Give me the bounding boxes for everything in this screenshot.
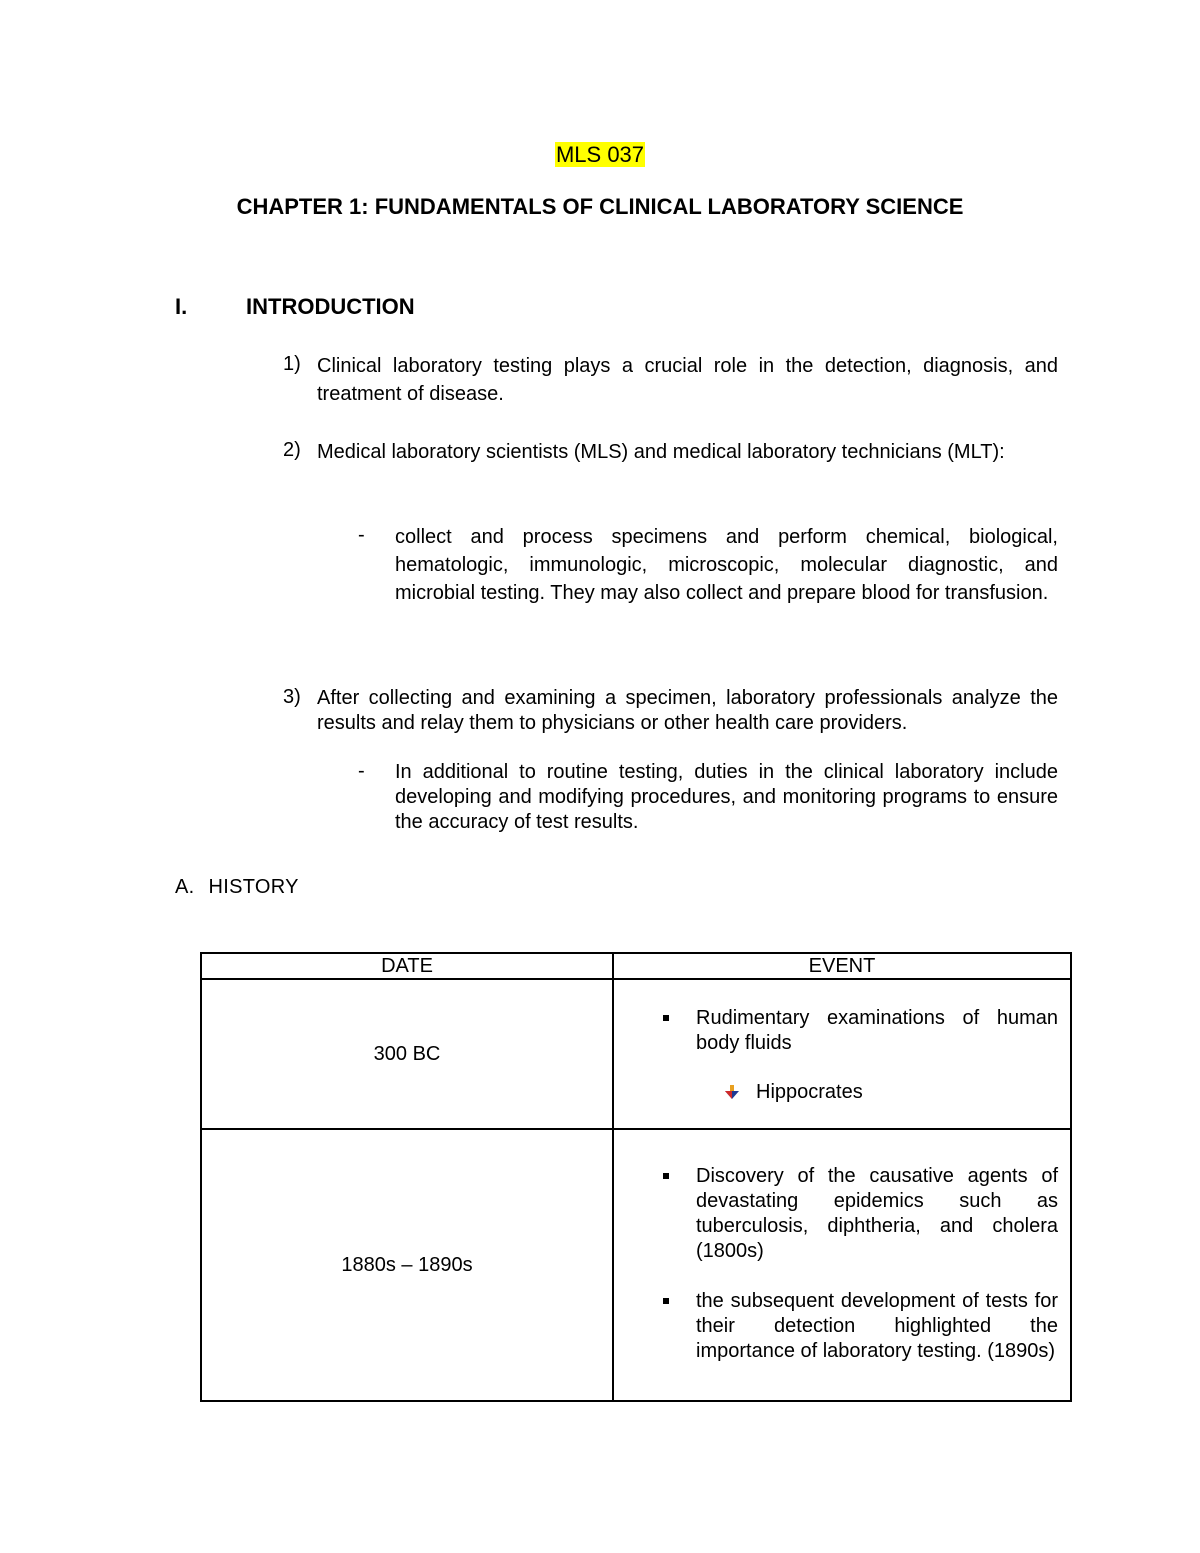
- event-text: Discovery of the causative agents of devastating epidemics such as tuberculosis, diphtheria, and cholera (1800s): [696, 1165, 1058, 1262]
- table-row: [201, 979, 1071, 1129]
- table-row: [201, 1129, 1071, 1401]
- event-bullet-item: [614, 1289, 1070, 1364]
- square-bullet-icon: [663, 1015, 669, 1021]
- table-header-row: [201, 953, 1071, 979]
- event-cell: [613, 979, 1071, 1129]
- sub-event-item: [614, 1080, 1070, 1105]
- item-number: 2): [283, 439, 301, 461]
- course-code-text: MLS 037: [555, 142, 645, 167]
- chapter-title: CHAPTER 1: FUNDAMENTALS OF CLINICAL LABORATORY SCIENCE: [236, 194, 964, 219]
- event-bullet-item: [614, 1006, 1070, 1056]
- square-bullet-icon: [663, 1173, 669, 1179]
- sub-item-text: collect and process specimens and perform chemical, biological, hematologic, immunologic, microscopic, molecular diagnostic, and microbial testing. They may also collect and prepare blood for transfusion.: [395, 526, 1058, 604]
- dash-bullet: -: [358, 760, 365, 782]
- item-text: Clinical laboratory testing plays a crucial role in the detection, diagnosis, and treatment of disease.: [317, 355, 1058, 405]
- square-bullet-icon: [663, 1298, 669, 1304]
- item-number: 3): [283, 686, 301, 708]
- arrow-bullet-icon: [724, 1084, 740, 1100]
- subsection-title: HISTORY: [208, 876, 299, 898]
- event-text: the subsequent development of tests for their detection highlighted the importance of laboratory testing. (1890s): [696, 1290, 1058, 1362]
- event-cell: [613, 1129, 1071, 1401]
- sub-item-text: In additional to routine testing, duties in the clinical laboratory include developing and modifying procedures, and monitoring programs to ensure the accuracy of test results.: [395, 761, 1058, 833]
- date-cell: 300 BC: [201, 979, 613, 1129]
- event-text: Rudimentary examinations of human body fluids: [696, 1006, 1058, 1054]
- event-bullet-item: [614, 1164, 1070, 1264]
- sub-event-text: Hippocrates: [756, 1080, 863, 1103]
- section-title: INTRODUCTION: [246, 294, 415, 319]
- dash-bullet: -: [358, 524, 365, 546]
- item-text: Medical laboratory scientists (MLS) and medical laboratory technicians (MLT):: [317, 441, 1005, 463]
- history-table: [200, 952, 1072, 1402]
- subsection-letter: A.: [175, 876, 195, 898]
- header-event: EVENT: [613, 953, 1071, 979]
- item-number: 1): [283, 353, 301, 375]
- header-date: DATE: [201, 953, 613, 979]
- section-number: I.: [175, 294, 188, 319]
- course-code: [0, 142, 1200, 168]
- subsection-heading: [175, 876, 299, 899]
- item-text: After collecting and examining a specimen, laboratory professionals analyze the results and relay them to physicians or other health care providers.: [317, 687, 1058, 734]
- date-cell: 1880s – 1890s: [201, 1129, 613, 1401]
